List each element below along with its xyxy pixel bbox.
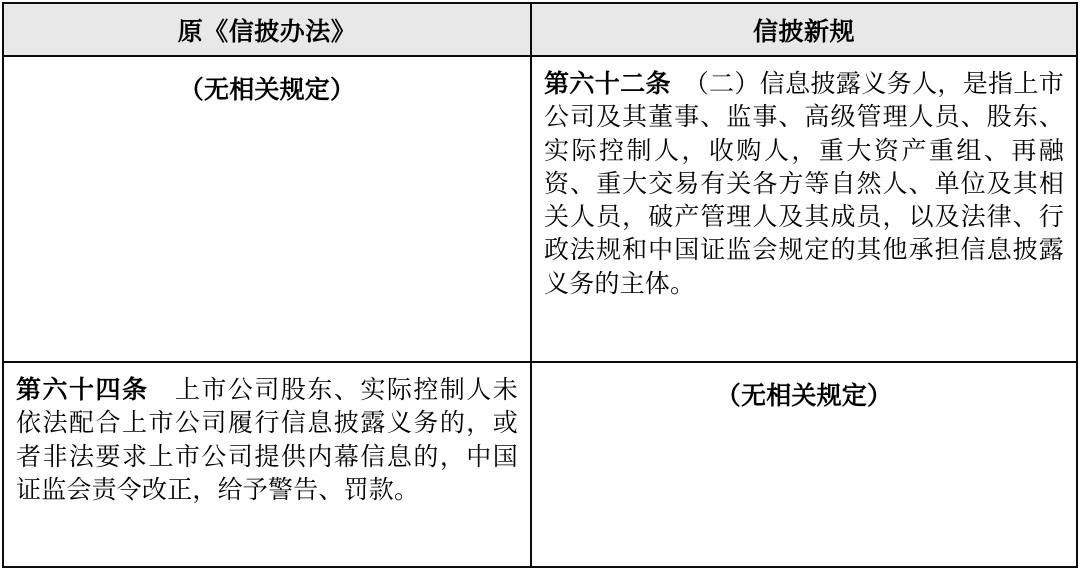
- article-gap: [671, 69, 696, 98]
- table-header-row: [3, 3, 1077, 56]
- table-row: [3, 362, 1077, 567]
- article-number: 第六十四条: [16, 375, 149, 404]
- cell-old-rule-1: [3, 56, 531, 362]
- no-provision-text: （无相关规定）: [715, 381, 893, 410]
- article-body: （二）信息披露义务人，是指上市公司及其董事、监事、高级管理人员、股东、实际控制人，收购人，重大资产重组、再融资、重大交易有关各方等自然人、单位及其相关人员，破产管理人及其成员，以及法律、行政法规和中国证监会规定的其他承担信息披露义务的主体。: [544, 69, 1064, 298]
- column-header-new-rule: 信披新规: [531, 3, 1077, 56]
- table-row: [3, 56, 1077, 362]
- no-provision-text: （无相关规定）: [178, 75, 356, 104]
- column-header-old-rule: 原《信披办法》: [3, 3, 531, 56]
- cell-new-rule-1: [531, 56, 1077, 362]
- article-block: [532, 57, 1076, 312]
- article-block: [4, 363, 530, 518]
- article-gap: [148, 375, 175, 404]
- article-body: 上市公司股东、实际控制人未依法配合上市公司履行信息披露义务的，或者非法要求上市公司提供内幕信息的，中国证监会责令改正，给予警告、罚款。: [16, 375, 518, 504]
- cell-new-rule-2: [531, 362, 1077, 567]
- cell-old-rule-2: [3, 362, 531, 567]
- comparison-table: [2, 2, 1078, 568]
- article-number: 第六十二条: [544, 69, 671, 98]
